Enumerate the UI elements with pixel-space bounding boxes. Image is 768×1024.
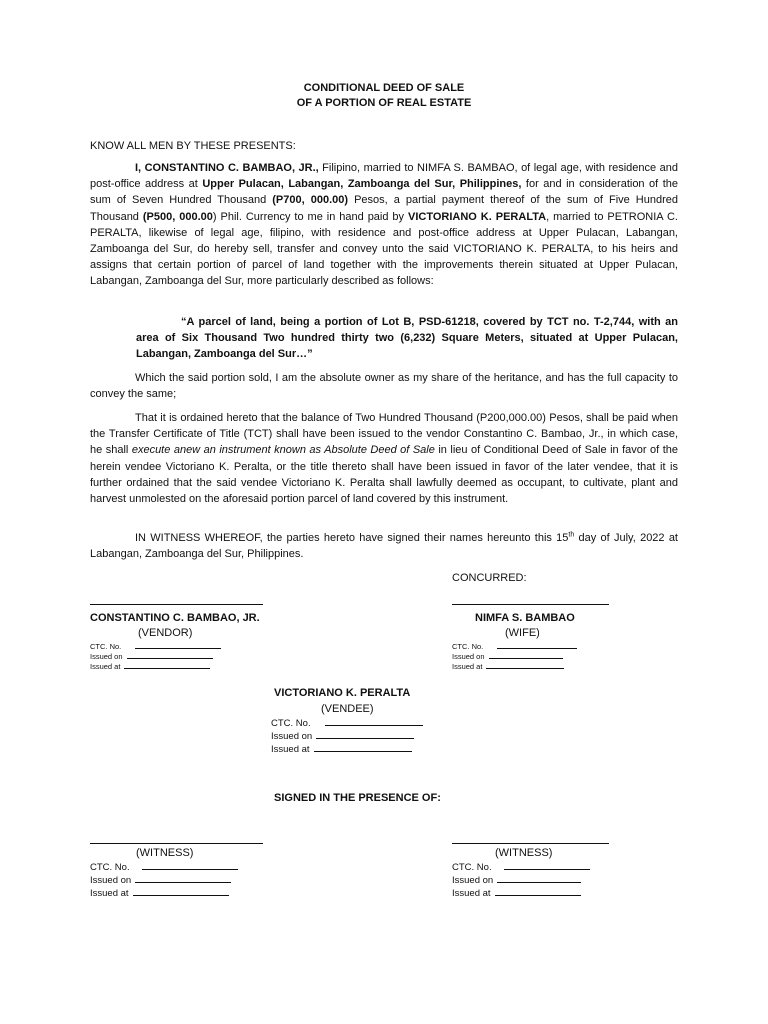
witness-1-issued-at: Issued at	[90, 886, 229, 900]
witness-1-ctc-no: CTC. No.	[90, 860, 238, 874]
document-title-line-1: CONDITIONAL DEED OF SALE	[303, 82, 465, 94]
wife-signature-line	[452, 604, 609, 605]
opening-line: KNOW ALL MEN BY THESE PRESENTS:	[90, 140, 296, 152]
paragraph-witness-whereof: IN WITNESS WHEREOF, the parties hereto have signed their names hereunto this 15th day of July, 2022 at Labangan, Zamboanga del Sur, Philippines.	[90, 531, 678, 561]
witness-1-issued-on: Issued on	[90, 873, 231, 887]
wife-ctc-no: CTC. No.	[452, 641, 577, 652]
vendee-name: VICTORIANO K. PERALTA	[274, 687, 411, 699]
concurred-label: CONCURRED:	[452, 572, 527, 584]
wife-name: NIMFA S. BAMBAO	[475, 612, 575, 624]
witness-2-role: (WITNESS)	[495, 847, 553, 859]
witness-2-signature-line	[452, 843, 609, 844]
paragraph-conveyance: I, CONSTANTINO C. BAMBAO, JR., Filipino, married to NIMFA S. BAMBAO, of legal age, with residence and post-office address at Upper Pulacan, Labangan, Zamboanga del Sur, Philippines, for and in consideration of the sum of Seven Hundred Thousand (P700, 000.00) Pesos, a partial payment thereof of the sum of Five Hundred Thousand (P500, 000.00) Phil. Currency to me in hand paid by VICTORIANO K. PERALTA, married to PETRONIA C. PERALTA, likewise of legal age, filipino, with residence and post-office address at Upper Pulacan, Labangan, Zamboanga del Sur, do hereby sell, transfer and convey unto the said VICTORIANO K. PERALTA, to his heirs and assigns that certain portion of parcel of land together with the improvements therein situated at Upper Pulacan, Labangan, Zamboanga del Sur, more particularly described as follows:	[90, 162, 678, 288]
vendor-signature-line	[90, 604, 263, 605]
vendee-ctc-no: CTC. No.	[271, 716, 423, 730]
wife-role: (WIFE)	[505, 627, 540, 639]
vendor-name: CONSTANTINO C. BAMBAO, JR.	[90, 612, 260, 624]
vendor-ctc-no: CTC. No.	[90, 641, 221, 652]
witness-2-ctc-no: CTC. No.	[452, 860, 590, 874]
witness-2-issued-on: Issued on	[452, 873, 581, 887]
document-title-line-2: OF A PORTION OF REAL ESTATE	[296, 97, 472, 109]
witness-1-role: (WITNESS)	[136, 847, 194, 859]
signed-in-presence-heading: SIGNED IN THE PRESENCE OF:	[274, 792, 441, 804]
vendor-issued-on: Issued on	[90, 651, 213, 662]
paragraph-ownership: Which the said portion sold, I am the absolute owner as my share of the heritance, and has the full capacity to convey the same;	[90, 372, 678, 401]
witness-2-issued-at: Issued at	[452, 886, 581, 900]
witness-1-signature-line	[90, 843, 263, 844]
vendee-issued-at: Issued at	[271, 742, 412, 756]
paragraph-balance-condition: That it is ordained hereto that the balance of Two Hundred Thousand (P200,000.00) Pesos, shall be paid when the Transfer Certificate of Title (TCT) shall have been issued to the vendor Constantino C. Bambao, Jr., in which case, he shall execute anew an instrument known as Absolute Deed of Sale in lieu of Conditional Deed of Sale in favor of the herein vendee Victoriano K. Peralta, or the title thereto shall have been issued in favor of the later vendee, that it is further ordained that the said vendee Victoriano K. Peralta shall lawfully deemed as occupant, to cultivate, plant and harvest unmolested on the aforesaid portion parcel of land covered by this instrument.	[90, 412, 678, 506]
vendee-role: (VENDEE)	[321, 703, 374, 715]
vendor-role: (VENDOR)	[138, 627, 193, 639]
vendor-issued-at: Issued at	[90, 661, 210, 672]
wife-issued-at: Issued at	[452, 661, 564, 672]
wife-issued-on: Issued on	[452, 651, 563, 662]
vendee-issued-on: Issued on	[271, 729, 414, 743]
property-description-quote: “A parcel of land, being a portion of Lot B, PSD-61218, covered by TCT no. T-2,744, with an area of Six Thousand Two hundred thirty two (6,232) Square Meters, situated at Upper Pulacan, Labangan, Zamboanga del Sur…”	[136, 316, 678, 361]
